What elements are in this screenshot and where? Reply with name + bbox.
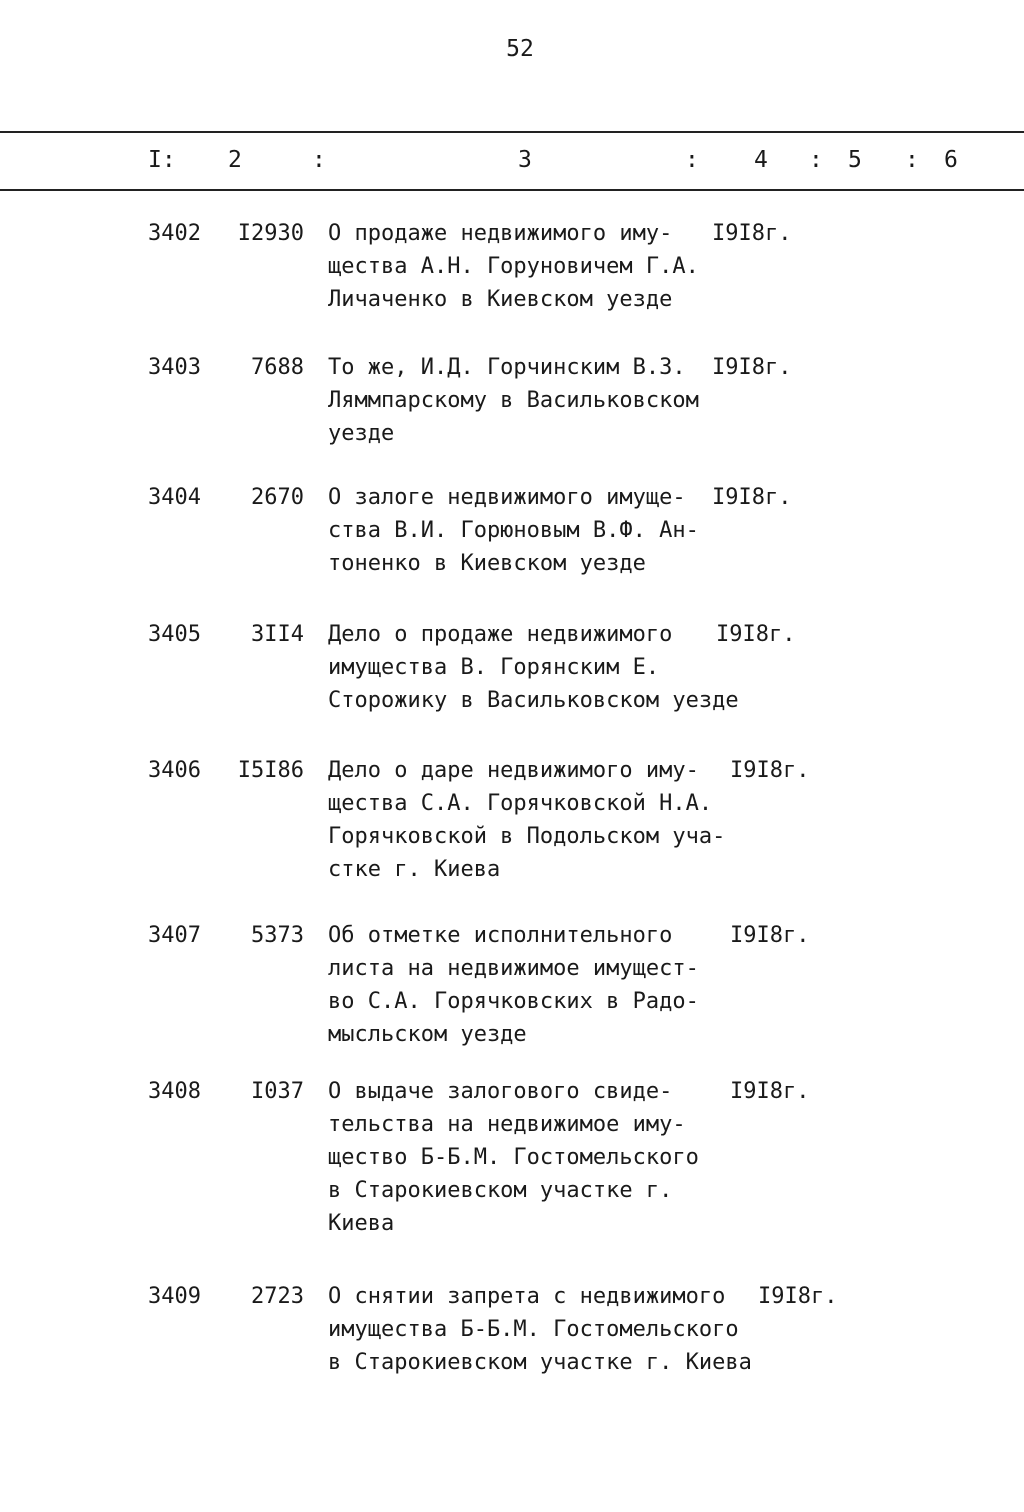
item-year: I9I8г. [712, 485, 792, 510]
description-line: Дело о даре недвижимого иму- [328, 758, 699, 783]
item-number: 3405 [148, 622, 201, 647]
header-separator: : [685, 147, 699, 173]
header-separator: : [905, 147, 919, 173]
description-line: ства В.И. Горюновым В.Ф. Ан- [328, 518, 699, 543]
header-separator: : [809, 147, 823, 173]
description-line: листа на недвижимое имущест- [328, 956, 699, 981]
item-code: I037 [251, 1079, 304, 1104]
description-line: Об отметке исполнительного [328, 923, 673, 948]
description-line: мысльском уезде [328, 1022, 527, 1047]
item-number: 3404 [148, 485, 201, 510]
item-description [328, 1280, 752, 1379]
header-col-5: 5 [848, 147, 862, 173]
description-line: Киева [328, 1211, 395, 1236]
item-year: I9I8г. [716, 622, 796, 647]
item-year: I9I8г. [730, 758, 810, 783]
item-number: 3407 [148, 923, 201, 948]
item-number: 3409 [148, 1284, 201, 1309]
description-line: во С.А. Горячковских в Радо- [328, 989, 699, 1014]
description-line: Горячковской в Подольском уча- [328, 824, 726, 849]
item-code: 7688 [251, 355, 304, 380]
description-line: Личаченко в Киевском уезде [328, 287, 673, 312]
item-number: 3408 [148, 1079, 201, 1104]
description-line: щество Б-Б.М. Гостомельского [328, 1145, 699, 1170]
header-col-2: 2 [228, 147, 242, 173]
item-description [328, 481, 720, 580]
item-code: I5I86 [237, 758, 304, 783]
item-description [328, 1075, 720, 1240]
item-code: I2930 [237, 221, 304, 246]
item-description [328, 754, 726, 886]
description-line: щества А.Н. Горуновичем Г.А. [328, 254, 699, 279]
header-col-1: I: [148, 147, 176, 173]
page-number: 52 [506, 36, 534, 62]
item-code: 2723 [251, 1284, 304, 1309]
header-col-4: 4 [754, 147, 768, 173]
item-code: 3II4 [251, 622, 304, 647]
description-line: стке г. Киева [328, 857, 501, 882]
header-top-rule [0, 131, 1024, 133]
description-line: тоненко в Киевском уезде [328, 551, 646, 576]
item-number: 3403 [148, 355, 201, 380]
header-col-3: 3 [518, 147, 532, 173]
description-line: в Старокиевском участке г. Киева [328, 1350, 752, 1375]
description-line: в Старокиевском участке г. [328, 1178, 673, 1203]
item-description [328, 351, 720, 450]
item-year: I9I8г. [758, 1284, 838, 1309]
header-col-6: 6 [944, 147, 958, 173]
description-line: Сторожику в Васильковском уезде [328, 688, 739, 713]
description-line: имущества В. Горянским Е. [328, 655, 660, 680]
item-number: 3406 [148, 758, 201, 783]
description-line: То же, И.Д. Горчинским В.З. [328, 355, 686, 380]
description-line: тельства на недвижимое иму- [328, 1112, 686, 1137]
description-line: О залоге недвижимого имуще- [328, 485, 686, 510]
description-line: имущества Б-Б.М. Гостомельского [328, 1317, 739, 1342]
item-year: I9I8г. [712, 355, 792, 380]
description-line: О выдаче залогового свиде- [328, 1079, 673, 1104]
description-line: Ляммпарскому в Васильковском [328, 388, 699, 413]
header-bottom-rule [0, 189, 1024, 191]
description-line: О продаже недвижимого иму- [328, 221, 673, 246]
item-number: 3402 [148, 221, 201, 246]
description-line: уезде [328, 421, 395, 446]
header-separator: : [312, 147, 326, 173]
item-description [328, 618, 739, 717]
item-year: I9I8г. [712, 221, 792, 246]
description-line: щества С.А. Горячковской Н.А. [328, 791, 713, 816]
item-description [328, 217, 720, 316]
item-year: I9I8г. [730, 1079, 810, 1104]
description-line: О снятии запрета с недвижимого [328, 1284, 726, 1309]
description-line: Дело о продаже недвижимого [328, 622, 673, 647]
item-code: 2670 [251, 485, 304, 510]
item-code: 5373 [251, 923, 304, 948]
item-description [328, 919, 720, 1051]
item-year: I9I8г. [730, 923, 810, 948]
